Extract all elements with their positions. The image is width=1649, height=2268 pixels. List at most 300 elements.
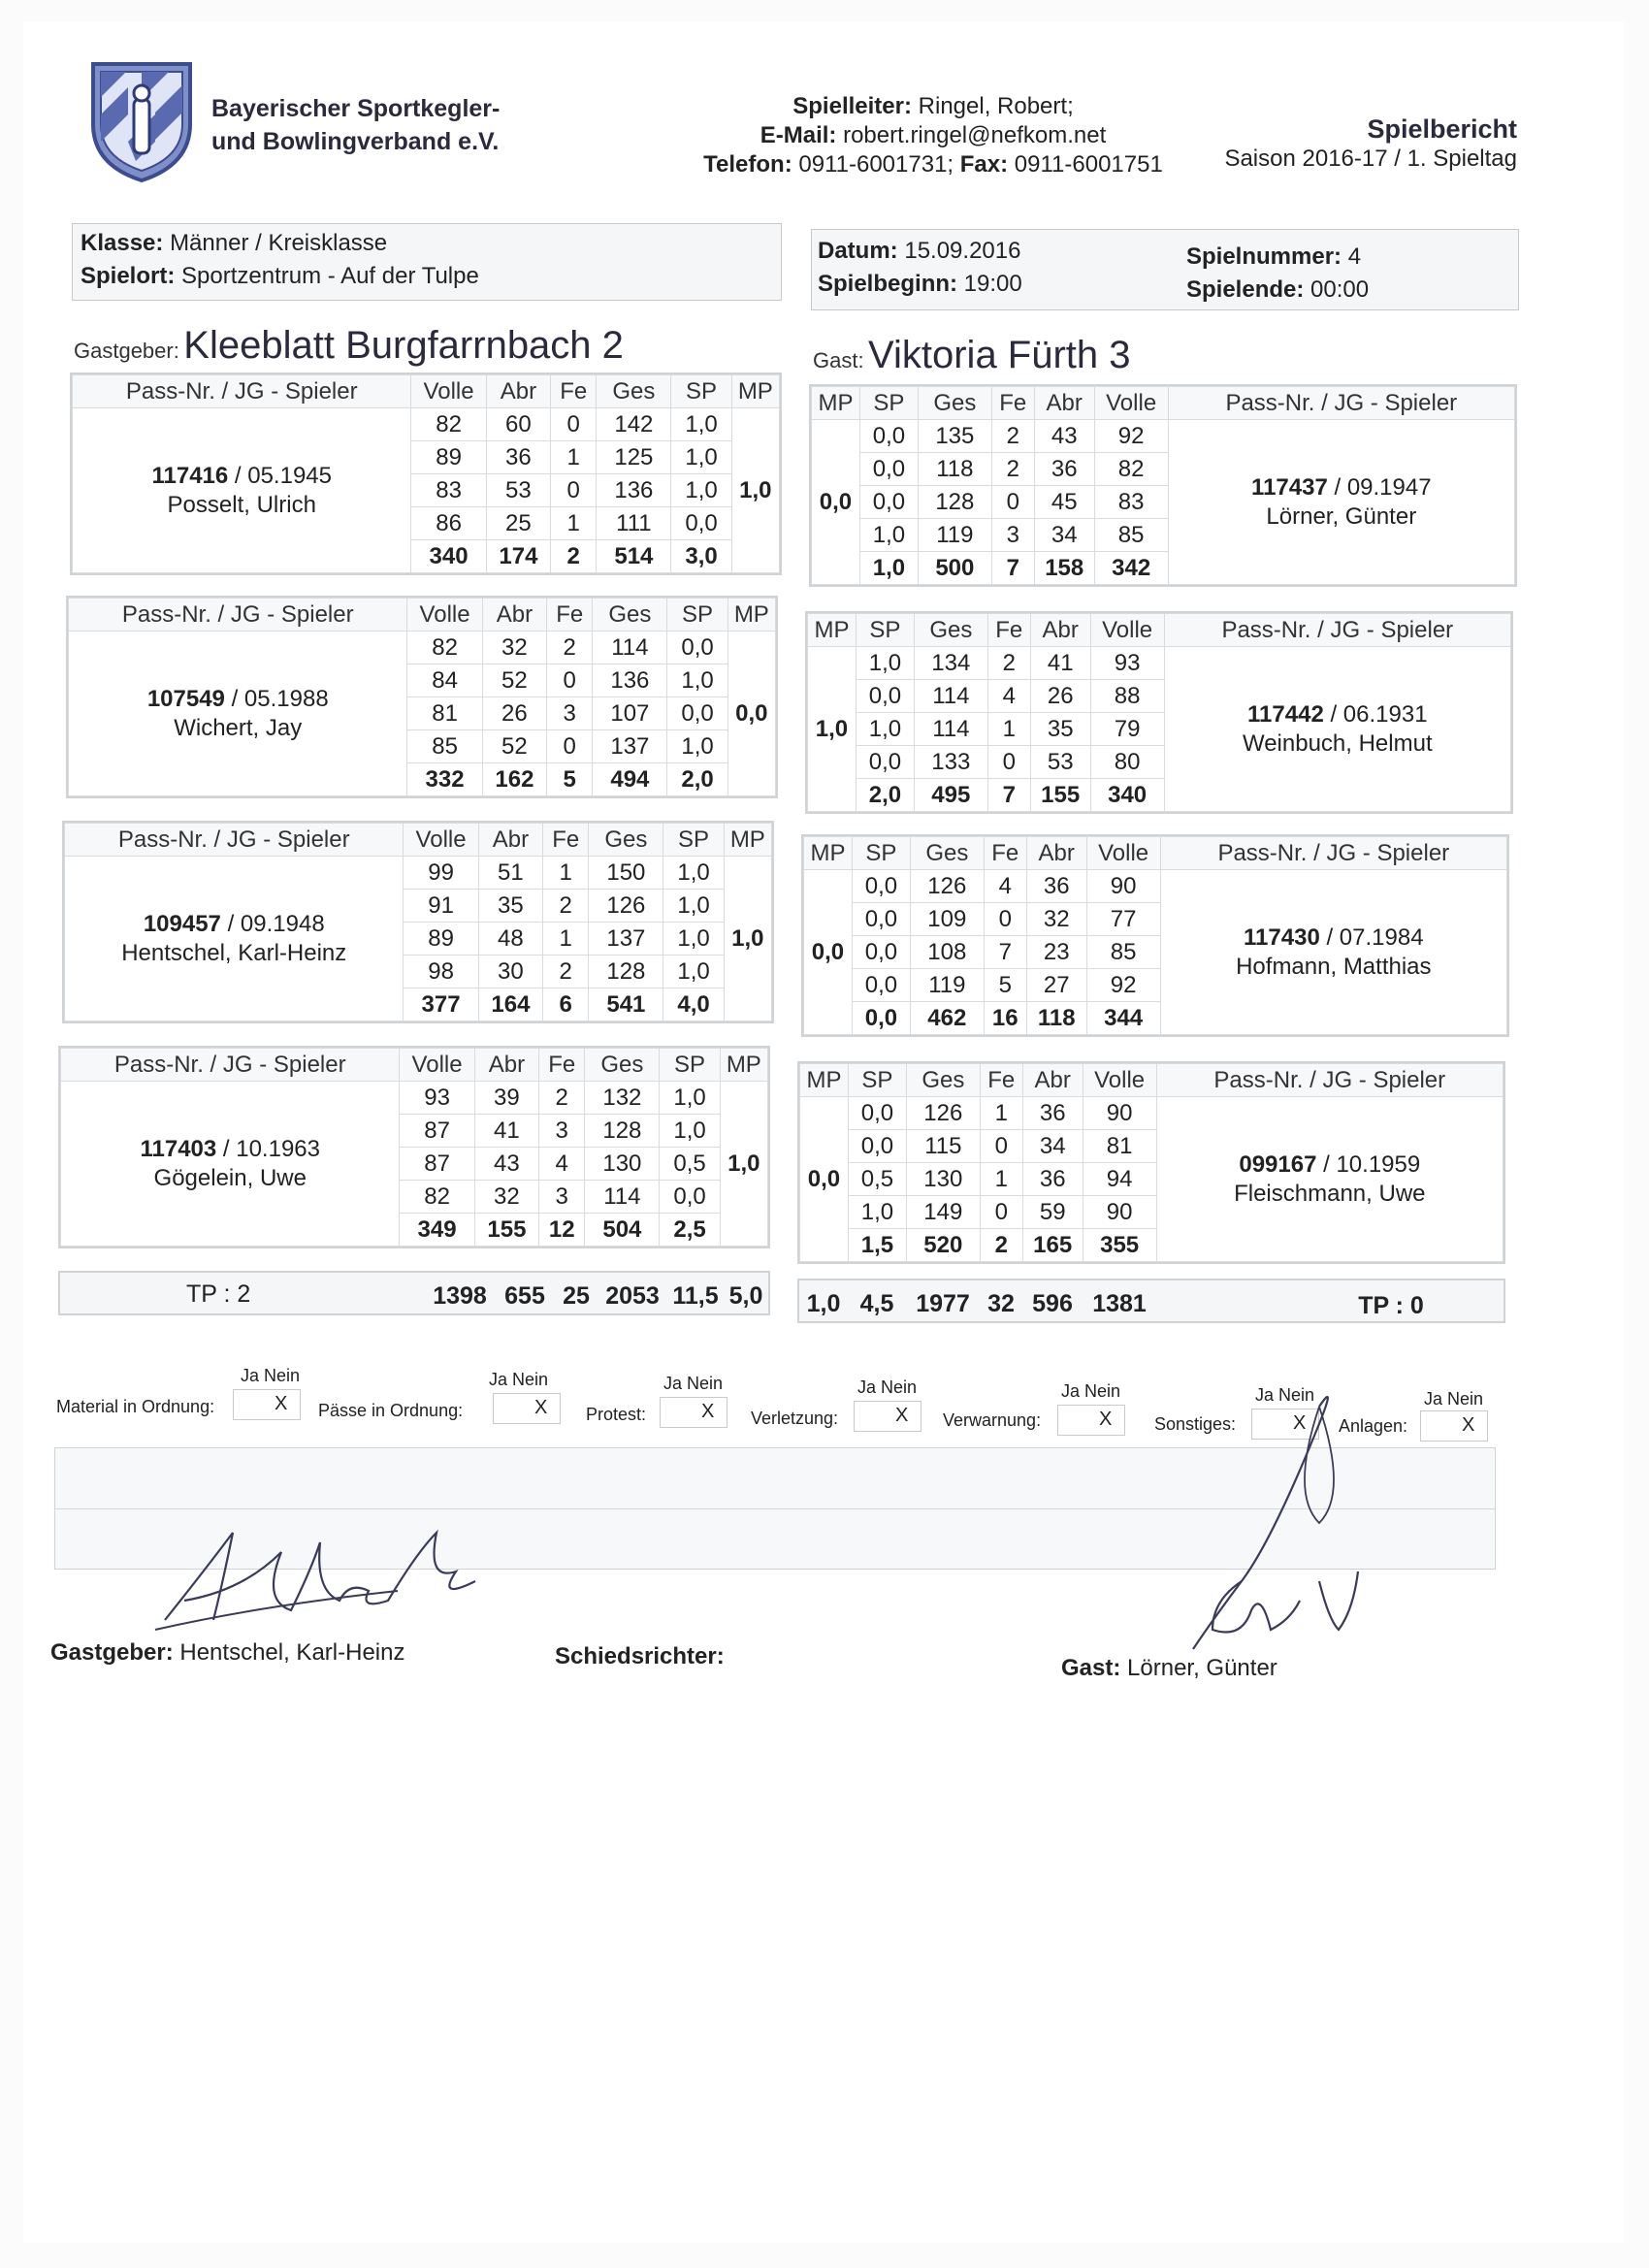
home-abr: 51 [478, 857, 542, 890]
home-sp: 1,0 [663, 923, 724, 956]
ja-nein-header: Ja Nein [857, 1377, 918, 1397]
check-label: Verwarnung: [943, 1410, 1042, 1430]
home-player-cell [65, 857, 404, 1021]
home-ges: 137 [589, 923, 663, 956]
player-name: Lörner, Günter [1266, 502, 1417, 530]
guest-volle: 85 [1086, 936, 1160, 969]
home-volle: 99 [404, 857, 478, 890]
col-sp-header: SP [852, 837, 910, 870]
home-mp-cell: 1,0 [720, 1082, 767, 1247]
guest-fe: 2 [991, 453, 1034, 486]
col-player-header: Pass-Nr. / JG - Spieler [69, 599, 407, 632]
player-birth-date: / 10.1959 [1316, 1150, 1421, 1178]
home-ges: 114 [593, 632, 667, 664]
guest-totals-bar [797, 1279, 1505, 1323]
home-abr: 26 [482, 697, 546, 730]
class-line [81, 230, 387, 257]
guest-sum-ges: 462 [910, 1002, 984, 1035]
guest-team-name: Viktoria Fürth 3 [868, 334, 1131, 376]
game-number-line [1186, 243, 1361, 271]
class-value: Männer / Kreisklasse [170, 230, 388, 256]
guest-volle: 82 [1094, 453, 1168, 486]
home-sum-sp: 2,5 [660, 1214, 720, 1247]
bskv-crest-logo [87, 56, 196, 184]
nein-mark: X [275, 1393, 288, 1414]
end-line [1186, 276, 1369, 304]
guest-fe: 0 [984, 903, 1026, 936]
col-fe-header: Fe [539, 1049, 585, 1082]
guest-mp-cell: 0,0 [812, 420, 860, 585]
home-header-row [73, 375, 780, 408]
guest-volle: 94 [1083, 1163, 1156, 1196]
guest-ges: 114 [914, 680, 987, 713]
guest-sum-abr: 155 [1030, 779, 1090, 812]
nein-mark: X [701, 1401, 715, 1422]
home-fe: 0 [547, 664, 593, 697]
home-player-cell [61, 1082, 400, 1247]
guest-abr: 23 [1026, 936, 1086, 969]
home-game-table [60, 1048, 768, 1247]
guest-abr: 35 [1030, 713, 1090, 746]
guest-sp: 0,0 [852, 870, 910, 903]
check-label: Sonstiges: [1154, 1414, 1237, 1434]
guest-fe: 0 [987, 746, 1030, 779]
player-pass-number: 117403 [140, 1135, 217, 1162]
guest-abr: 41 [1030, 647, 1090, 680]
guest-abr: 43 [1034, 420, 1094, 453]
home-fe: 3 [547, 697, 593, 730]
home-total-abr: 655 [504, 1282, 545, 1310]
home-fe: 0 [551, 474, 597, 507]
end-label: Spielende: [1186, 276, 1305, 303]
home-signature-scribble [146, 1513, 514, 1639]
col-fe-header: Fe [980, 1064, 1022, 1097]
guest-ges: 149 [906, 1196, 980, 1229]
home-sp: 0,5 [660, 1148, 720, 1181]
player-pass-line [1169, 473, 1514, 502]
home-abr: 48 [478, 923, 542, 956]
guest-sum-sp: 2,0 [856, 779, 914, 812]
leader-name: Ringel, Robert; [918, 93, 1074, 119]
player-pass-number: 117437 [1251, 473, 1328, 501]
class-venue-box [72, 223, 782, 301]
col-mp-header: MP [724, 824, 771, 857]
player-pass-number: 099167 [1239, 1150, 1317, 1178]
home-fe: 0 [547, 730, 593, 763]
guest-fe: 0 [980, 1196, 1022, 1229]
nein-mark: X [1462, 1414, 1475, 1436]
guest-volle: 83 [1094, 486, 1168, 519]
email-value: robert.ringel@nefkom.net [843, 122, 1107, 148]
home-sum-ges: 514 [597, 540, 671, 573]
guest-ges: 135 [918, 420, 991, 453]
org-name-line1: Bayerischer Sportkegler- [211, 95, 501, 122]
guest-sum-volle: 342 [1094, 552, 1168, 585]
home-sum-abr: 174 [486, 540, 550, 573]
home-signature-line [50, 1639, 404, 1667]
home-game-block [66, 596, 778, 798]
home-ges: 128 [589, 956, 663, 988]
home-mp-cell: 0,0 [728, 632, 775, 796]
col-player-header: Pass-Nr. / JG - Spieler [1164, 614, 1510, 647]
col-abr-header: Abr [1022, 1064, 1083, 1097]
col-fe-header: Fe [991, 387, 1034, 420]
col-fe-header: Fe [543, 824, 589, 857]
date-label: Datum: [818, 238, 898, 264]
yes-no-checkbox[interactable] [1420, 1410, 1488, 1442]
guest-sp: 0,0 [859, 453, 918, 486]
guest-abr: 59 [1022, 1196, 1083, 1229]
guest-total-mp: 1,0 [806, 1290, 841, 1317]
guest-ges: 126 [910, 870, 984, 903]
check-label: Material in Ordnung: [56, 1397, 215, 1416]
home-ges: 142 [597, 408, 671, 441]
col-volle-header: Volle [1094, 387, 1168, 420]
guest-volle: 90 [1083, 1097, 1156, 1130]
guest-lane-row [804, 870, 1507, 903]
guest-ges: 134 [914, 647, 987, 680]
guest-sp: 1,0 [859, 519, 918, 552]
guest-volle: 79 [1090, 713, 1164, 746]
guest-sum-fe: 7 [987, 779, 1030, 812]
guest-player-cell [1156, 1097, 1503, 1262]
guest-ges: 130 [906, 1163, 980, 1196]
player-pass-number: 107549 [146, 685, 225, 712]
home-lane-row [69, 632, 776, 664]
yes-no-checkbox[interactable] [660, 1397, 728, 1428]
ja-nein-header: Ja Nein [1061, 1381, 1121, 1401]
yes-no-checkbox[interactable] [854, 1401, 922, 1432]
player-name: Hofmann, Matthias [1236, 953, 1432, 980]
home-volle: 89 [404, 923, 478, 956]
col-mp-header: MP [808, 614, 857, 647]
home-game-table [68, 598, 776, 796]
home-fe: 2 [543, 890, 589, 923]
report-title: Spielbericht [1367, 114, 1517, 144]
guest-sum-ges: 500 [918, 552, 991, 585]
guest-sp: 1,0 [856, 713, 914, 746]
guest-game-block [801, 834, 1509, 1037]
home-game-block [58, 1046, 770, 1248]
home-sum-volle: 349 [400, 1214, 474, 1247]
home-volle: 87 [400, 1115, 474, 1148]
home-team-heading [74, 324, 624, 368]
ja-nein-header: Ja Nein [1424, 1389, 1484, 1409]
home-volle: 82 [411, 408, 486, 441]
player-pass-number: 109457 [143, 910, 221, 937]
guest-total-ges: 1977 [916, 1290, 970, 1317]
guest-game-block [809, 384, 1517, 587]
yes-no-checkbox[interactable] [493, 1393, 561, 1424]
player-pass-number: 117442 [1247, 700, 1324, 728]
guest-ges: 109 [910, 903, 984, 936]
home-sum-fe: 5 [547, 763, 593, 796]
date-line [818, 238, 1020, 265]
home-total-ges: 2053 [605, 1282, 660, 1310]
guest-fe: 4 [987, 680, 1030, 713]
col-ges-header: Ges [597, 375, 671, 408]
guest-sum-fe: 2 [980, 1229, 1022, 1262]
player-pass-line [1157, 1150, 1503, 1180]
home-ges: 132 [585, 1082, 660, 1115]
home-ges: 126 [589, 890, 663, 923]
guest-game-table [799, 1063, 1504, 1262]
home-fe: 1 [543, 857, 589, 890]
game-number-label: Spielnummer: [1186, 243, 1342, 270]
yes-no-checkbox[interactable] [233, 1389, 301, 1420]
home-sp: 1,0 [663, 890, 724, 923]
guest-sp: 0,0 [852, 903, 910, 936]
home-sp: 1,0 [671, 408, 731, 441]
col-volle-header: Volle [1086, 837, 1160, 870]
player-birth-date: / 09.1948 [220, 910, 325, 937]
col-player-header: Pass-Nr. / JG - Spieler [65, 824, 404, 857]
guest-sum-fe: 7 [991, 552, 1034, 585]
home-team-name: Kleeblatt Burgfarrnbach 2 [183, 324, 624, 367]
col-ges-header: Ges [585, 1049, 660, 1082]
home-abr: 35 [478, 890, 542, 923]
home-abr: 43 [474, 1148, 538, 1181]
guest-sum-volle: 340 [1090, 779, 1164, 812]
guest-sp: 0,0 [856, 680, 914, 713]
email-label: E-Mail: [760, 122, 837, 148]
home-header-row [65, 824, 772, 857]
guest-volle: 85 [1094, 519, 1168, 552]
org-name-line2: und Bowlingverband e.V. [211, 128, 500, 155]
home-volle: 85 [407, 730, 482, 763]
end-value: 00:00 [1310, 276, 1370, 303]
player-name: Hentschel, Karl-Heinz [121, 939, 347, 966]
col-abr-header: Abr [1030, 614, 1090, 647]
col-fe-header: Fe [547, 599, 593, 632]
col-abr-header: Abr [478, 824, 542, 857]
venue-line [81, 263, 479, 290]
home-fe: 2 [543, 956, 589, 988]
phone-line [642, 151, 1224, 178]
col-ges-header: Ges [918, 387, 991, 420]
home-signature-label: Gastgeber: [50, 1639, 174, 1666]
home-sum-fe: 2 [551, 540, 597, 573]
home-player-cell [69, 632, 407, 796]
home-lane-row [65, 857, 772, 890]
home-fe: 3 [539, 1181, 585, 1214]
home-game-block [62, 821, 774, 1023]
home-sp: 1,0 [671, 474, 731, 507]
player-name: Gögelein, Uwe [153, 1164, 307, 1191]
home-abr: 32 [482, 632, 546, 664]
col-abr-header: Abr [486, 375, 550, 408]
guest-ges: 119 [918, 519, 991, 552]
guest-sp: 0,0 [848, 1097, 906, 1130]
player-name: Posselt, Ulrich [167, 491, 316, 518]
guest-header-row [812, 387, 1515, 420]
guest-total-volle: 1381 [1092, 1290, 1147, 1317]
home-sum-sp: 4,0 [663, 988, 724, 1021]
home-abr: 36 [486, 441, 550, 474]
phone-label: Telefon: [703, 151, 792, 178]
col-mp-header: MP [728, 599, 775, 632]
col-player-header: Pass-Nr. / JG - Spieler [1156, 1064, 1503, 1097]
guest-volle: 77 [1086, 903, 1160, 936]
guest-game-block [797, 1061, 1505, 1264]
phone-value: 0911-6001731; [798, 151, 954, 178]
col-sp-header: SP [667, 599, 728, 632]
start-label: Spielbeginn: [818, 271, 957, 297]
home-total-volle: 1398 [433, 1282, 487, 1310]
guest-fe: 3 [991, 519, 1034, 552]
ja-nein-header: Ja Nein [489, 1370, 549, 1389]
nein-mark: X [895, 1405, 909, 1426]
guest-header-row [804, 837, 1507, 870]
col-volle-header: Volle [407, 599, 482, 632]
home-abr: 39 [474, 1082, 538, 1115]
guest-fe: 0 [980, 1130, 1022, 1163]
guest-signature-scribble [1096, 1377, 1377, 1678]
guest-game-table [807, 613, 1511, 812]
home-game-table [72, 374, 780, 573]
home-sum-fe: 12 [539, 1214, 585, 1247]
league-leader-line [642, 93, 1224, 120]
col-volle-header: Volle [1083, 1064, 1156, 1097]
home-sum-sp: 3,0 [671, 540, 731, 573]
home-sp: 1,0 [667, 664, 728, 697]
home-ges: 150 [589, 857, 663, 890]
date-number-box [811, 229, 1519, 310]
home-fe: 4 [539, 1148, 585, 1181]
player-pass-number: 117430 [1244, 923, 1320, 951]
guest-header-row [808, 614, 1511, 647]
col-sp-header: SP [848, 1064, 906, 1097]
guest-sp: 0,0 [859, 486, 918, 519]
guest-fe: 1 [980, 1163, 1022, 1196]
guest-player-cell [1164, 647, 1510, 812]
home-abr: 41 [474, 1115, 538, 1148]
guest-sp: 0,0 [859, 420, 918, 453]
col-ges-header: Ges [906, 1064, 980, 1097]
guest-lane-row [812, 420, 1515, 453]
check-label: Verletzung: [751, 1409, 839, 1428]
home-volle: 82 [400, 1181, 474, 1214]
guest-ges: 128 [918, 486, 991, 519]
guest-mp-cell: 1,0 [808, 647, 857, 812]
home-sp: 0,0 [667, 697, 728, 730]
guest-abr: 32 [1026, 903, 1086, 936]
home-ges: 107 [593, 697, 667, 730]
home-sum-volle: 377 [404, 988, 478, 1021]
home-player-cell [73, 408, 411, 573]
guest-signature-name: Lörner, Günter [1127, 1655, 1277, 1681]
guest-fe: 2 [991, 420, 1034, 453]
home-abr: 30 [478, 956, 542, 988]
home-ges: 136 [597, 474, 671, 507]
col-mp-header: MP [800, 1064, 849, 1097]
player-pass-line [73, 462, 410, 491]
guest-fe: 7 [984, 936, 1026, 969]
guest-volle: 92 [1086, 969, 1160, 1002]
guest-mp-cell: 0,0 [800, 1097, 849, 1262]
col-volle-header: Volle [411, 375, 486, 408]
home-totals-bar [58, 1271, 770, 1315]
guest-sum-volle: 355 [1083, 1229, 1156, 1262]
home-fe: 0 [551, 408, 597, 441]
home-ges: 111 [597, 507, 671, 540]
col-sp-header: SP [660, 1049, 720, 1082]
player-birth-date: / 07.1984 [1319, 923, 1424, 951]
home-sum-abr: 155 [474, 1214, 538, 1247]
col-player-header: Pass-Nr. / JG - Spieler [61, 1049, 400, 1082]
guest-sum-ges: 495 [914, 779, 987, 812]
col-ges-header: Ges [914, 614, 987, 647]
player-pass-line [1165, 700, 1510, 729]
guest-sum-abr: 118 [1026, 1002, 1086, 1035]
guest-abr: 34 [1034, 519, 1094, 552]
guest-ges: 114 [914, 713, 987, 746]
guest-sp: 1,0 [856, 647, 914, 680]
venue-value: Sportzentrum - Auf der Tulpe [181, 263, 479, 289]
col-abr-header: Abr [1026, 837, 1086, 870]
col-mp-header: MP [812, 387, 860, 420]
home-lane-row [73, 408, 780, 441]
col-player-header: Pass-Nr. / JG - Spieler [73, 375, 411, 408]
col-abr-header: Abr [474, 1049, 538, 1082]
home-sp: 1,0 [660, 1115, 720, 1148]
nein-mark: X [1099, 1409, 1113, 1430]
player-name: Weinbuch, Helmut [1242, 729, 1433, 757]
player-birth-date: / 06.1931 [1323, 700, 1428, 728]
home-sp: 0,0 [667, 632, 728, 664]
col-sp-header: SP [663, 824, 724, 857]
home-sp: 1,0 [667, 730, 728, 763]
home-volle: 91 [404, 890, 478, 923]
col-volle-header: Volle [400, 1049, 474, 1082]
guest-sp: 0,0 [852, 936, 910, 969]
guest-lane-row [808, 647, 1511, 680]
player-pass-number: 117416 [151, 462, 229, 489]
home-sum-ges: 541 [589, 988, 663, 1021]
guest-team-label: Gast: [813, 348, 864, 373]
venue-label: Spielort: [81, 263, 176, 289]
guest-fe: 1 [980, 1097, 1022, 1130]
home-volle: 84 [407, 664, 482, 697]
season-line: Saison 2016-17 / 1. Spieltag [1224, 146, 1517, 172]
player-pass-line [65, 910, 403, 939]
col-mp-header: MP [804, 837, 853, 870]
guest-abr: 36 [1034, 453, 1094, 486]
guest-total-abr: 596 [1032, 1290, 1073, 1317]
home-ges: 137 [593, 730, 667, 763]
guest-sp: 1,0 [848, 1196, 906, 1229]
home-game-table [64, 823, 772, 1021]
home-fe: 1 [551, 441, 597, 474]
home-sum-abr: 162 [482, 763, 546, 796]
guest-abr: 36 [1026, 870, 1086, 903]
player-pass-line [69, 685, 406, 714]
guest-sum-abr: 165 [1022, 1229, 1083, 1262]
home-team-label: Gastgeber: [74, 339, 179, 363]
check-label: Pässe in Ordnung: [318, 1401, 464, 1420]
home-total-mp: 5,0 [728, 1282, 763, 1310]
home-volle: 93 [400, 1082, 474, 1115]
home-sum-ges: 494 [593, 763, 667, 796]
guest-player-cell [1168, 420, 1514, 585]
guest-fe: 5 [984, 969, 1026, 1002]
home-volle: 98 [404, 956, 478, 988]
home-fe: 1 [543, 923, 589, 956]
col-ges-header: Ges [593, 599, 667, 632]
guest-sum-sp: 0,0 [852, 1002, 910, 1035]
guest-total-sp: 4,5 [859, 1290, 894, 1317]
home-sp: 1,0 [663, 956, 724, 988]
